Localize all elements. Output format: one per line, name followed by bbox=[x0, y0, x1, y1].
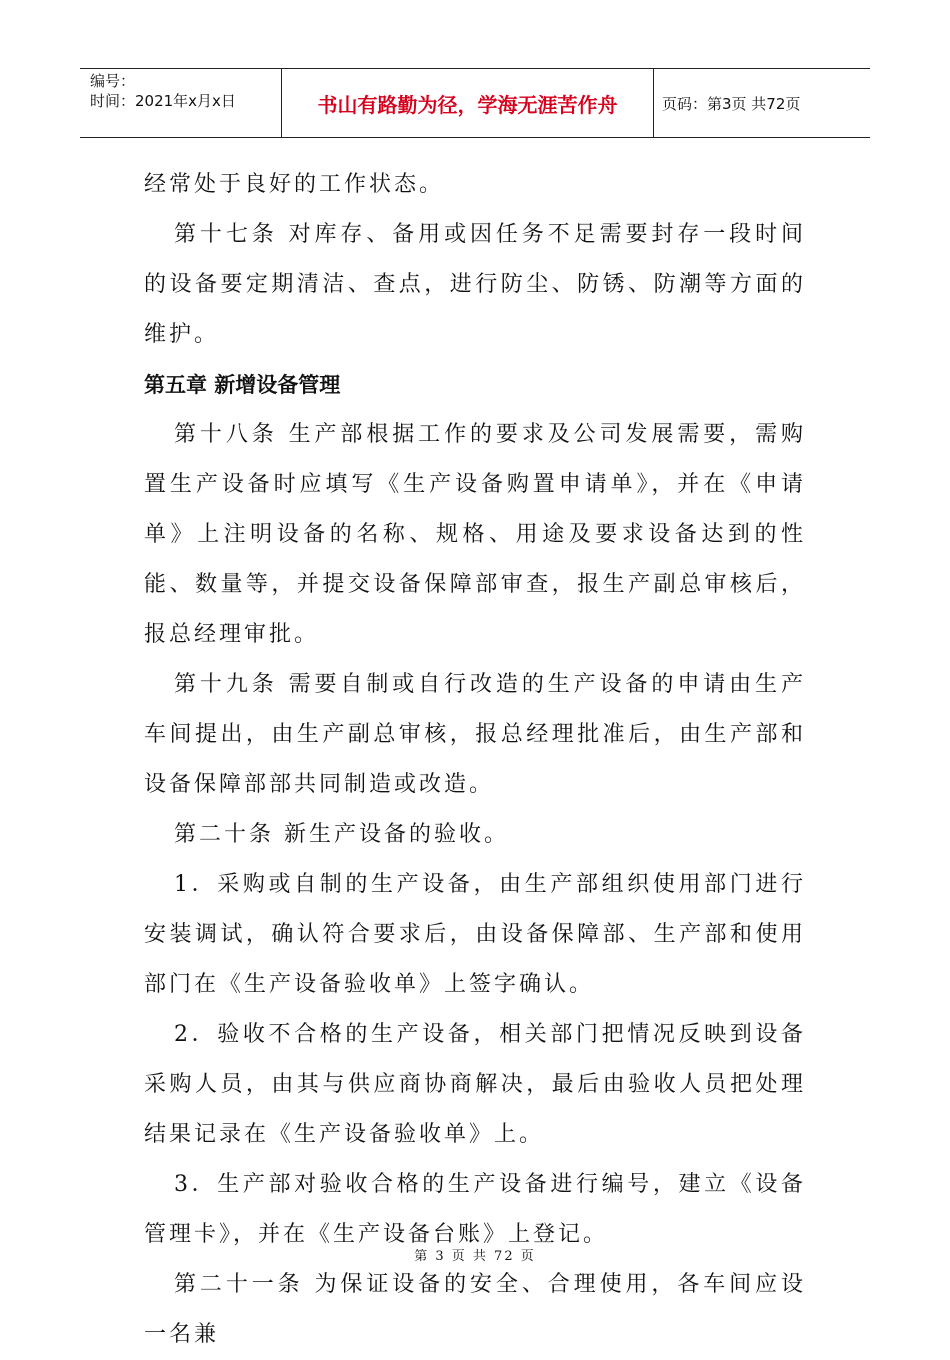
list-item-1: 1．采购或自制的生产设备，由生产部组织使用部门进行安装调试，确认符合要求后，由设备保障部、生产部和使用部门在《生产设备验收单》上签字确认。 bbox=[144, 872, 806, 997]
article-20: 第二十条 新生产设备的验收。 bbox=[174, 822, 509, 847]
article-21: 第二十一条 为保证设备的安全、合理使用，各车间应设一名兼 bbox=[144, 1272, 806, 1347]
document-time-label: 时间：2021年x月x日 bbox=[90, 92, 236, 110]
document-body bbox=[144, 160, 806, 1360]
article-19: 第十九条 需要自制或自行改造的生产设备的申请由生产车间提出，由生产副总审核，报总经理批准后，由生产部和设备保障部部共同制造或改造。 bbox=[144, 672, 806, 797]
article-17: 第十七条 对库存、备用或因任务不足需要封存一段时间的设备要定期清洁、查点，进行防尘、防锈、防潮等方面的维护。 bbox=[144, 222, 806, 347]
header-page-info: 页码：第3页 共72页 bbox=[662, 94, 801, 113]
paragraph-continued: 经常处于良好的工作状态。 bbox=[144, 172, 445, 197]
header-meta bbox=[80, 69, 282, 137]
header-motto: 书山有路勤为径，学海无涯苦作舟 bbox=[282, 69, 654, 137]
article-18: 第十八条 生产部根据工作的要求及公司发展需要，需购置生产设备时应填写《生产设备购置申请单》，并在《申请单》上注明设备的名称、规格、用途及要求设备达到的性能、数量等，并提交设备保障部审查，报生产副总审核后，报总经理审批。 bbox=[144, 422, 806, 647]
page-footer: 第 3 页 共 72 页 bbox=[414, 1249, 536, 1264]
page-header bbox=[80, 68, 870, 138]
document-number-label: 编号： bbox=[90, 72, 136, 90]
list-item-2: 2．验收不合格的生产设备，相关部门把情况反映到设备采购人员，由其与供应商协商解决，最后由验收人员把处理结果记录在《生产设备验收单》上。 bbox=[144, 1022, 806, 1147]
list-item-3: 3．生产部对验收合格的生产设备进行编号，建立《设备管理卡》，并在《生产设备台账》上登记。 bbox=[144, 1172, 806, 1247]
chapter-heading: 第五章 新增设备管理 bbox=[144, 373, 341, 397]
